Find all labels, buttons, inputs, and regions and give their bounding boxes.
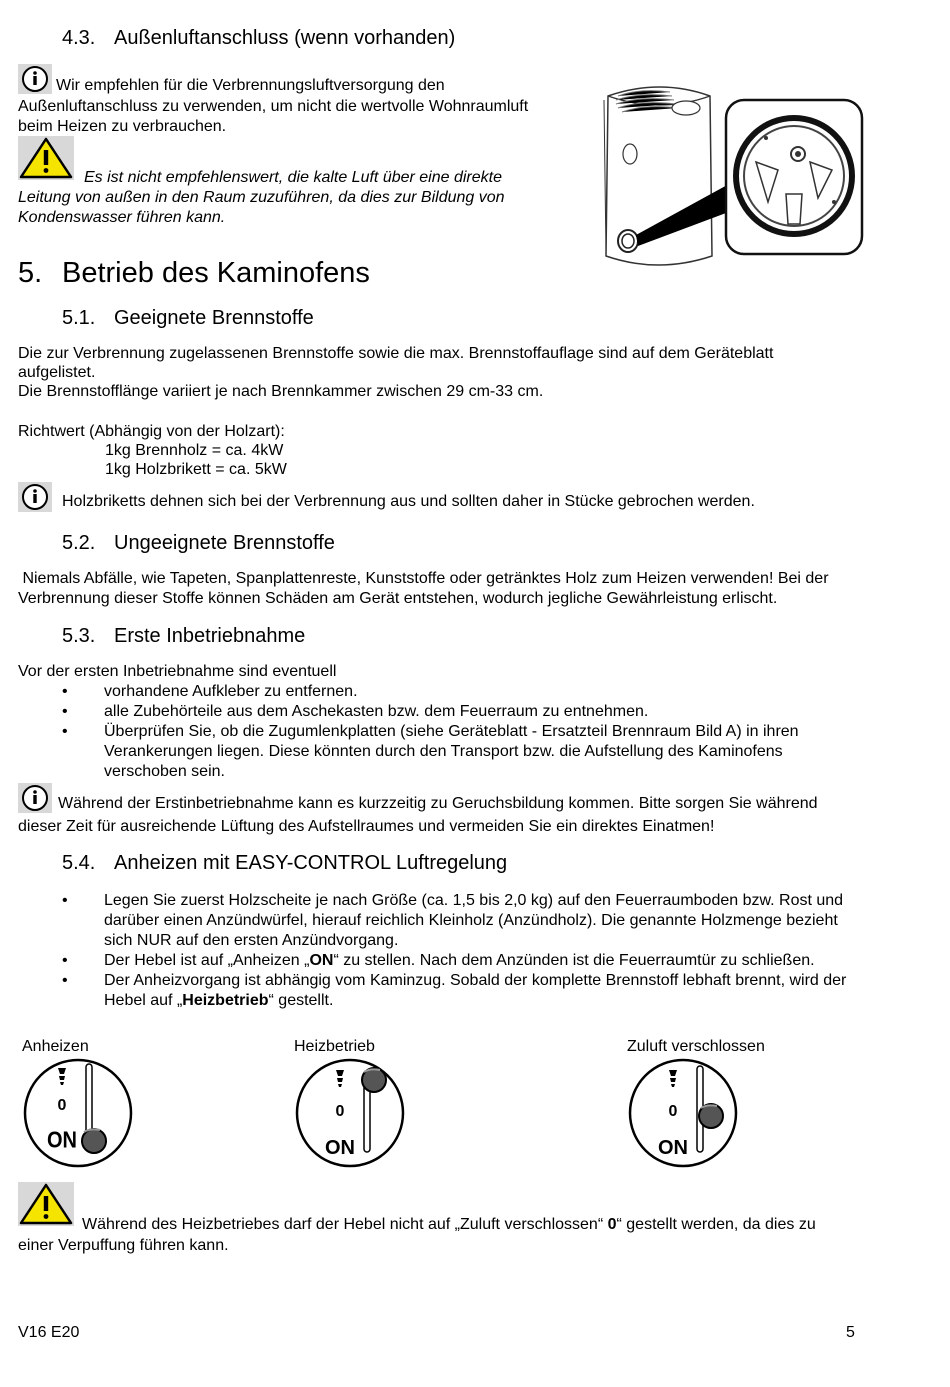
lever-label-heizbetrieb: Heizbetrieb (294, 1038, 375, 1055)
warning-icon (18, 136, 74, 180)
info-icon (18, 482, 52, 512)
info-text: Holzbriketts dehnen sich bei der Verbrennung aus und sollten daher in Stücke gebrochen werden. (62, 493, 755, 510)
heading-5-2 (62, 531, 335, 555)
warning-text-line: Kondenswasser führen kann. (18, 209, 226, 226)
body-text-line: Vor der ersten Inbetriebnahme sind eventuell (18, 663, 337, 680)
richtwert-item: 1kg Holzbrikett = ca. 5kW (105, 461, 287, 478)
warning-text-line: einer Verpuffung führen kann. (18, 1237, 229, 1254)
lever-on-mark: ON (47, 1126, 77, 1154)
info-icon (18, 783, 52, 813)
lever-on-mark: ON (325, 1137, 355, 1159)
heading-4-3 (62, 26, 455, 50)
heading-title: Anheizen mit EASY-CONTROL Luftregelung (114, 852, 508, 874)
lever-diagram-zuluft-verschlossen (627, 1058, 741, 1168)
heading-number: 5.1. (62, 307, 96, 329)
heading-5 (18, 256, 370, 290)
lever-label-zuluft-verschlossen: Zuluft verschlossen (627, 1038, 765, 1055)
lever-diagram-anheizen (22, 1058, 136, 1168)
list-item: • alle Zubehörteile aus dem Aschekasten bzw. dem Feuerraum zu entnehmen. (62, 703, 649, 720)
list-item: • Überprüfen Sie, ob die Zugumlenkplatten (siehe Geräteblatt - Ersatzteil Brennraum Bild A) in ihren Verankerungen liegen. Diese könnten durch den Transport bzw. die Aufstellung des Kaminofens verschoben sein. (62, 723, 799, 780)
stove-outside-air-illustration (600, 78, 868, 272)
info-text-line: beim Heizen zu verbrauchen. (18, 118, 227, 135)
warning-icon (18, 1182, 74, 1226)
list-item: • Der Hebel ist auf „Anheizen „ON“ zu stellen. Nach dem Anzünden ist die Feuerraumtür zu schließen. (62, 952, 815, 969)
footer-model: V16 E20 (18, 1324, 80, 1341)
lever-label-anheizen: Anheizen (22, 1038, 89, 1055)
heading-5-1 (62, 306, 314, 330)
info-icon (18, 64, 52, 94)
heading-number: 5. (18, 257, 43, 289)
info-text-line: Außenluftanschluss zu verwenden, um nicht die wertvolle Wohnraumluft (18, 98, 529, 115)
heading-number: 5.2. (62, 532, 96, 554)
body-text-line: Die zur Verbrennung zugelassenen Brennstoffe sowie die max. Brennstoffauflage sind auf dem Geräteblatt (18, 345, 774, 362)
info-text-line: dieser Zeit für ausreichende Lüftung des Aufstellraumes und vermeiden Sie ein direktes Einatmen! (18, 818, 715, 835)
lever-zero-mark: 0 (57, 1097, 67, 1114)
warning-text-line: Während des Heizbetriebes darf der Hebel nicht auf „Zuluft verschlossen“ 0“ gestellt werden, da dies zu (82, 1216, 816, 1233)
body-text-line: Verbrennung dieser Stoffe können Schäden am Gerät entstehen, wodurch jegliche Gewährleistung erlischt. (18, 590, 778, 607)
body-text-line: Niemals Abfälle, wie Tapeten, Spanplattenreste, Kunststoffe oder getränktes Holz zum Heizen verwenden! Bei der (18, 570, 829, 587)
heading-number: 5.4. (62, 852, 96, 874)
list-item: • Der Anheizvorgang ist abhängig vom Kaminzug. Sobald der komplette Brennstoff lebhaft brennt, wird der Hebel auf „Heizbetrieb“ gestellt. (62, 972, 847, 1009)
lever-on-mark: ON (658, 1137, 688, 1159)
body-text-line: aufgelistet. (18, 364, 96, 381)
heading-title: Geeignete Brennstoffe (114, 307, 314, 329)
info-text-line: Während der Erstinbetriebnahme kann es kurzzeitig zu Geruchsbildung kommen. Bitte sorgen Sie während (58, 795, 818, 812)
heading-title: Ungeeignete Brennstoffe (114, 532, 335, 554)
bullet-list (18, 891, 918, 1011)
info-text-line: Wir empfehlen für die Verbrennungsluftversorgung den (56, 77, 445, 94)
heading-title: Außenluftanschluss (wenn vorhanden) (114, 27, 456, 49)
heading-5-4 (62, 851, 507, 875)
lever-diagram-heizbetrieb (294, 1058, 408, 1168)
body-text-line: Die Brennstofflänge variiert je nach Brennkammer zwischen 29 cm-33 cm. (18, 383, 544, 400)
list-item: • Legen Sie zuerst Holzscheite je nach Größe (ca. 1,5 bis 2,0 kg) auf den Feuerraumboden bzw. Rost und darüber einen Anzündwürfel, hierauf reichlich Kleinholz (Anzündholz). Die genannte Holzmenge bezieht sich NUR auf den ersten Anzündvorgang. (62, 892, 844, 949)
warning-text-line: Es ist nicht empfehlenswert, die kalte Luft über eine direkte (84, 169, 502, 186)
lever-zero-mark: 0 (668, 1103, 678, 1120)
heading-5-3 (62, 624, 305, 648)
lever-zero-mark: 0 (335, 1103, 345, 1120)
heading-title: Betrieb des Kaminofens (62, 257, 370, 289)
heading-number: 4.3. (62, 27, 96, 49)
richtwert-title: Richtwert (Abhängig von der Holzart): (18, 423, 285, 440)
richtwert-item: 1kg Brennholz = ca. 4kW (105, 442, 284, 459)
list-item: • vorhandene Aufkleber zu entfernen. (62, 683, 358, 700)
heading-title: Erste Inbetriebnahme (114, 625, 306, 647)
heading-number: 5.3. (62, 625, 96, 647)
footer-page-number: 5 (846, 1324, 855, 1341)
warning-text-line: Leitung von außen in den Raum zuzuführen, da dies zur Bildung von (18, 189, 505, 206)
bullet-list (18, 682, 898, 782)
